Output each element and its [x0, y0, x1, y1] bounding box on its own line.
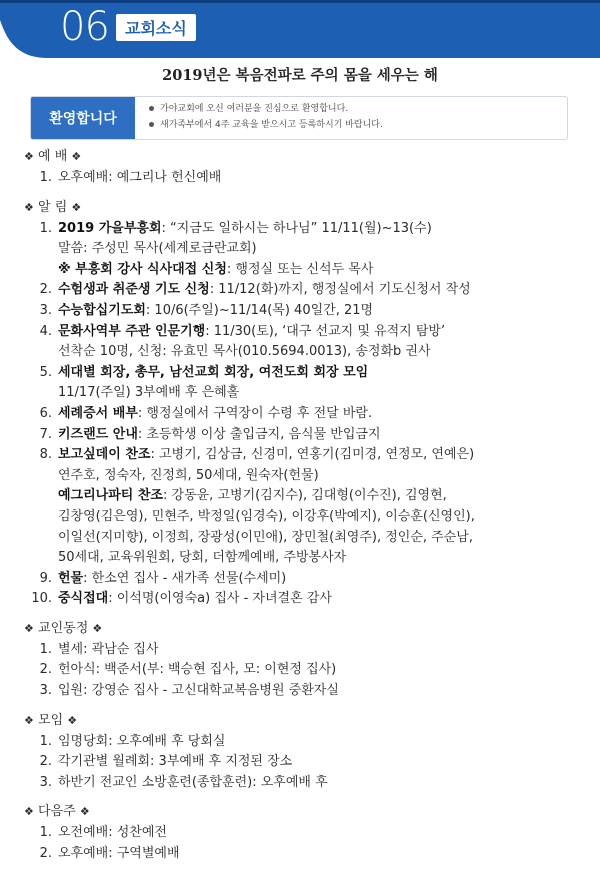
list-item: 3. 수능합십기도회: 10/6(주일)~11/14(목) 40일간, 21명 [39, 302, 374, 318]
section-title: ❖ 모임 ❖ [24, 712, 78, 728]
list-item: 3. 입원: 강영순 집사 - 고신대학교복음병원 중환자실 [39, 683, 339, 699]
news-content [20, 146, 592, 873]
diamond-icon: ❖ [24, 713, 34, 727]
section-title: ❖ 알 림 ❖ [24, 199, 82, 215]
list-item-detail: 50세대, 교육위원회, 당회, 더함께예배, 주방봉사자 [58, 550, 347, 566]
list-item: 2. 수험생과 취준생 기도 신청: 11/12(화)까지, 행정실에서 기도신청서 작성 [39, 282, 471, 298]
diamond-icon: ❖ [79, 805, 90, 819]
list-item: 1. 2019 가을부흥회: “지금도 일하시는 하나님” 11/11(월)~13(수) [39, 220, 432, 236]
list-item: 9. 헌물: 한소연 집사 - 새가족 선물(수세미) [39, 570, 287, 586]
bullet-icon [149, 122, 154, 127]
list-item: 2. 헌아식: 백준서(부: 백승현 집사, 모: 이현정 집사) [39, 662, 337, 678]
welcome-line: 가야교회에 오신 여러분을 진심으로 환영합니다. [149, 101, 383, 117]
welcome-box [30, 96, 568, 140]
welcome-line: 새가족부에서 4주 교육을 받으시고 등록하시기 바랍니다. [149, 117, 383, 133]
section-worship [20, 146, 592, 189]
list-item-detail: 예그리나파티 찬조: 강동윤, 고병기(김지수), 김대형(이수진), 김영현, [58, 488, 447, 504]
list-item-detail: 이일선(지미향), 이정희, 장광성(이민애), 장민철(최영주), 정인순, 주순남, [58, 529, 473, 545]
list-item: 3. 하반기 전교인 소방훈련(종합훈련): 오후예배 후 [39, 774, 328, 790]
list-item: 1. 오전예배: 성찬예전 [39, 825, 167, 841]
header-bar [0, 0, 600, 58]
diamond-icon: ❖ [24, 200, 34, 214]
list-item: 5. 세대별 회장, 총무, 남선교회 회장, 여전도회 회장 모임 [39, 364, 369, 380]
list-item: 2. 오후예배: 구역별예배 [39, 846, 180, 862]
welcome-body [135, 97, 383, 139]
bullet-icon [149, 106, 154, 111]
section-title: ❖ 교인동정 ❖ [24, 620, 103, 636]
yearly-theme: 2019년은 복음전파로 주의 몸을 세우는 해 [162, 67, 438, 84]
list-item: 1. 별세: 곽남순 집사 [39, 641, 159, 657]
list-item-detail: 선착순 10명, 신청: 유효민 목사(010.5694.0013), 송정화b 권사 [58, 344, 431, 360]
section-members [20, 618, 592, 702]
list-item: 1. 오후예배: 예그리나 헌신예배 [39, 170, 222, 185]
diamond-icon: ❖ [24, 805, 34, 819]
list-item: 10. 중식접대: 이석명(이영숙a) 집사 - 자녀결혼 감사 [31, 591, 332, 607]
diamond-icon: ❖ [24, 621, 34, 635]
section-number: 06 [60, 4, 109, 50]
diamond-icon: ❖ [24, 150, 34, 163]
diamond-icon: ❖ [67, 713, 78, 727]
section-notices [20, 197, 592, 610]
list-item: 7. 키즈랜드 안내: 초등학생 이상 출입금지, 음식물 반입금지 [39, 426, 381, 442]
diamond-icon: ❖ [71, 150, 82, 163]
section-label: 교회소식 [116, 14, 196, 41]
list-item: 4. 문화사역부 주관 인문기행: 11/30(토), ‘대구 선교지 및 유적지 탐방’ [39, 323, 446, 339]
list-item-detail: 연주호, 정숙자, 진정희, 50세대, 원숙자(헌물) [58, 467, 319, 483]
list-item: 8. 보고싶데이 찬조: 고병기, 김상금, 신경미, 연홍기(김미경, 연정모, 연예은) [39, 447, 475, 463]
section-meetings [20, 710, 592, 794]
section-next-week [20, 801, 592, 864]
list-item-detail: 김창영(김은영), 민현주, 박정일(임경숙), 이강후(박예지), 이승훈(신영인), [58, 508, 475, 524]
list-item: 1. 임명당회: 오후예배 후 당회실 [39, 733, 226, 749]
list-item-detail: 11/17(주일) 3부예배 후 은혜홀 [58, 385, 240, 401]
list-item-detail: 말씀: 주성민 목사(세계로금란교회) [58, 241, 257, 257]
welcome-title: 환영합니다 [31, 97, 135, 139]
diamond-icon: ❖ [71, 200, 82, 214]
section-title: ❖ 예 배 ❖ [24, 149, 82, 164]
section-title: ❖ 다음주 ❖ [24, 804, 90, 820]
list-item: 2. 각기관별 월례회: 3부예배 후 지정된 장소 [39, 754, 293, 770]
list-item-detail: ※ 부흥회 강사 식사대접 신청: 행정실 또는 신석두 목사 [58, 261, 374, 277]
list-item: 6. 세례증서 배부: 행정실에서 구역장이 수령 후 전달 바람. [39, 405, 373, 421]
diamond-icon: ❖ [92, 621, 103, 635]
